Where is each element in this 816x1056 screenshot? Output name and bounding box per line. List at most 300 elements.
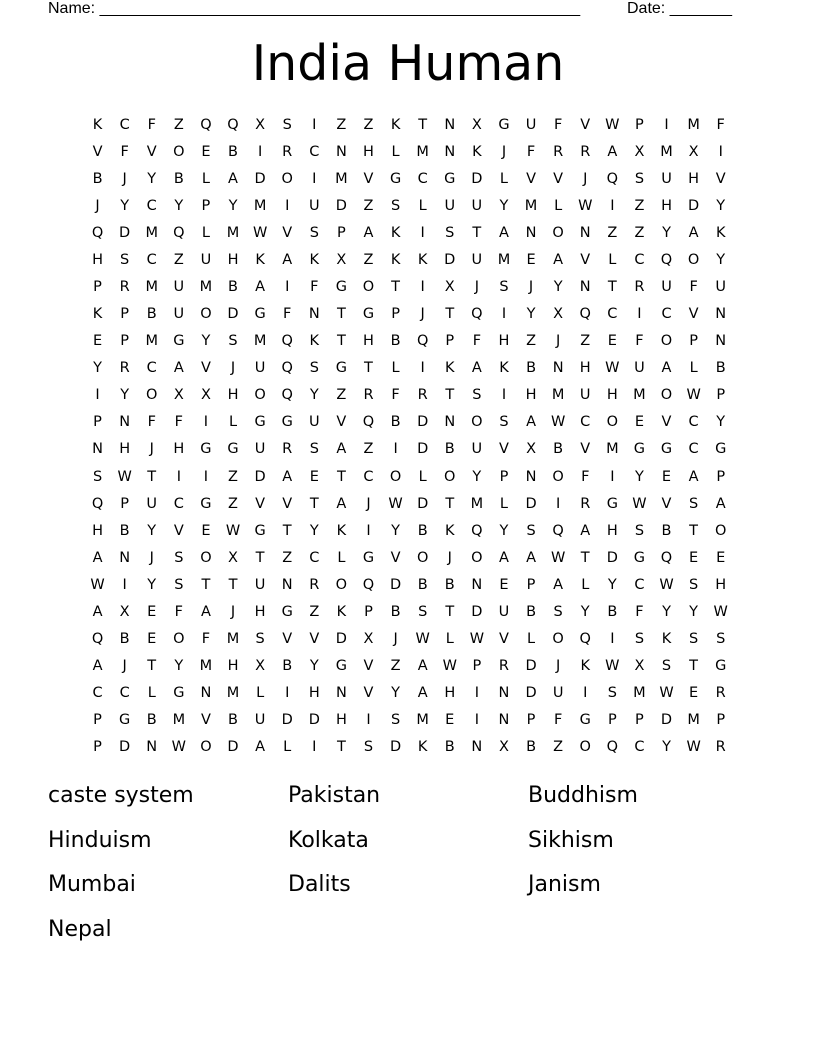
- grid-letter[interactable]: B: [228, 143, 238, 160]
- grid-letter[interactable]: T: [147, 468, 157, 485]
- grid-letter[interactable]: T: [201, 576, 211, 593]
- grid-letter[interactable]: D: [281, 712, 293, 729]
- grid-letter[interactable]: H: [525, 387, 537, 404]
- grid-letter[interactable]: O: [146, 387, 158, 404]
- grid-letter[interactable]: B: [173, 170, 184, 187]
- grid-letter[interactable]: P: [120, 495, 130, 512]
- grid-letter[interactable]: L: [608, 251, 617, 268]
- grid-letter[interactable]: I: [501, 306, 507, 323]
- grid-letter[interactable]: V: [200, 360, 211, 377]
- grid-letter[interactable]: E: [689, 685, 699, 702]
- grid-letter[interactable]: W: [550, 549, 566, 566]
- grid-letter[interactable]: T: [336, 333, 346, 350]
- grid-letter[interactable]: Q: [200, 116, 212, 133]
- grid-letter[interactable]: J: [447, 549, 452, 566]
- grid-letter[interactable]: Y: [174, 197, 184, 214]
- grid-letter[interactable]: Y: [309, 658, 319, 675]
- grid-letter[interactable]: Z: [336, 116, 347, 133]
- grid-letter[interactable]: A: [92, 603, 103, 620]
- grid-letter[interactable]: A: [92, 549, 103, 566]
- grid-letter[interactable]: I: [610, 631, 615, 648]
- grid-letter[interactable]: Q: [606, 739, 619, 756]
- grid-letter[interactable]: S: [499, 279, 509, 295]
- grid-letter[interactable]: Z: [363, 197, 374, 214]
- grid-letter[interactable]: P: [93, 739, 102, 756]
- grid-letter[interactable]: A: [688, 224, 699, 241]
- grid-letter[interactable]: B: [444, 576, 455, 593]
- grid-letter[interactable]: N: [498, 712, 510, 729]
- grid-letter[interactable]: A: [282, 251, 293, 268]
- grid-letter[interactable]: Y: [662, 603, 671, 620]
- grid-letter[interactable]: I: [203, 468, 209, 485]
- grid-letter[interactable]: M: [199, 658, 213, 675]
- grid-letter[interactable]: M: [335, 170, 348, 187]
- grid-letter[interactable]: A: [688, 468, 699, 485]
- grid-letter[interactable]: U: [173, 306, 185, 323]
- grid-letter[interactable]: W: [171, 739, 186, 756]
- grid-letter[interactable]: N: [335, 143, 347, 160]
- grid-letter[interactable]: C: [661, 306, 672, 323]
- grid-letter[interactable]: J: [149, 441, 154, 458]
- grid-letter[interactable]: B: [119, 631, 130, 648]
- grid-letter[interactable]: I: [203, 414, 209, 431]
- grid-letter[interactable]: T: [391, 279, 400, 295]
- grid-letter[interactable]: U: [471, 251, 483, 268]
- grid-letter[interactable]: J: [122, 170, 127, 187]
- grid-letter[interactable]: C: [119, 685, 130, 702]
- grid-letter[interactable]: W: [415, 631, 430, 648]
- grid-letter[interactable]: U: [579, 387, 591, 404]
- grid-letter[interactable]: U: [498, 603, 510, 620]
- grid-letter[interactable]: P: [445, 333, 455, 350]
- grid-letter[interactable]: Z: [634, 197, 645, 214]
- grid-letter[interactable]: N: [525, 468, 537, 485]
- grid-letter[interactable]: B: [390, 414, 401, 431]
- grid-letter[interactable]: S: [255, 631, 265, 648]
- grid-letter[interactable]: N: [498, 685, 510, 702]
- grid-letter[interactable]: N: [200, 685, 212, 702]
- grid-letter[interactable]: H: [363, 333, 374, 350]
- grid-letter[interactable]: G: [715, 441, 727, 458]
- grid-letter[interactable]: K: [336, 603, 347, 620]
- grid-letter[interactable]: N: [715, 306, 727, 323]
- grid-letter[interactable]: K: [255, 251, 265, 268]
- grid-letter[interactable]: K: [580, 658, 590, 675]
- grid-letter[interactable]: Q: [660, 251, 673, 268]
- grid-letter[interactable]: G: [579, 712, 591, 729]
- grid-letter[interactable]: W: [578, 197, 593, 214]
- grid-letter[interactable]: Y: [147, 576, 157, 593]
- grid-letter[interactable]: Z: [173, 116, 184, 133]
- grid-letter[interactable]: Z: [553, 739, 564, 756]
- grid-letter[interactable]: N: [579, 279, 591, 295]
- grid-letter[interactable]: M: [470, 495, 484, 512]
- grid-letter[interactable]: G: [254, 522, 266, 539]
- grid-letter[interactable]: L: [554, 197, 563, 214]
- grid-letter[interactable]: J: [393, 631, 398, 648]
- grid-letter[interactable]: T: [445, 603, 455, 620]
- grid-letter[interactable]: A: [553, 576, 564, 593]
- grid-letter[interactable]: Q: [173, 224, 185, 241]
- grid-letter[interactable]: V: [282, 224, 293, 241]
- grid-letter[interactable]: U: [715, 279, 727, 295]
- grid-letter[interactable]: O: [471, 414, 483, 431]
- grid-letter[interactable]: A: [715, 495, 726, 512]
- grid-letter[interactable]: Q: [660, 549, 673, 566]
- grid-letter[interactable]: N: [444, 414, 456, 431]
- grid-letter[interactable]: G: [498, 116, 510, 133]
- grid-letter[interactable]: K: [92, 116, 103, 133]
- grid-letter[interactable]: A: [255, 739, 266, 756]
- grid-letter[interactable]: T: [364, 360, 373, 377]
- grid-letter[interactable]: E: [526, 251, 536, 268]
- grid-letter[interactable]: G: [660, 441, 673, 458]
- grid-letter[interactable]: V: [200, 712, 211, 729]
- grid-letter[interactable]: Z: [634, 224, 645, 241]
- grid-letter[interactable]: G: [200, 495, 212, 512]
- grid-letter[interactable]: B: [661, 522, 672, 539]
- grid-letter[interactable]: E: [445, 712, 455, 729]
- grid-letter[interactable]: Y: [499, 522, 509, 539]
- grid-letter[interactable]: B: [526, 360, 537, 377]
- grid-letter[interactable]: L: [418, 468, 427, 485]
- grid-letter[interactable]: A: [661, 360, 672, 377]
- grid-letter[interactable]: U: [661, 279, 672, 295]
- grid-letter[interactable]: G: [444, 170, 456, 187]
- grid-letter[interactable]: K: [445, 522, 455, 539]
- grid-letter[interactable]: Z: [390, 658, 401, 675]
- grid-letter[interactable]: R: [634, 279, 645, 295]
- grid-letter[interactable]: K: [309, 333, 320, 350]
- grid-letter[interactable]: Y: [716, 414, 726, 431]
- grid-letter[interactable]: B: [444, 441, 455, 458]
- grid-letter[interactable]: I: [257, 143, 263, 160]
- grid-letter[interactable]: A: [92, 658, 103, 675]
- grid-letter[interactable]: P: [499, 468, 509, 485]
- grid-letter[interactable]: J: [474, 279, 479, 295]
- grid-letter[interactable]: G: [362, 306, 375, 323]
- grid-letter[interactable]: E: [499, 576, 509, 593]
- grid-letter[interactable]: B: [417, 522, 428, 539]
- grid-letter[interactable]: W: [442, 658, 457, 675]
- grid-letter[interactable]: H: [579, 360, 591, 377]
- grid-letter[interactable]: I: [122, 576, 127, 593]
- grid-letter[interactable]: F: [120, 143, 129, 160]
- grid-letter[interactable]: B: [228, 279, 238, 295]
- grid-letter[interactable]: A: [498, 224, 509, 241]
- grid-letter[interactable]: K: [499, 360, 509, 377]
- grid-letter[interactable]: C: [146, 197, 157, 214]
- grid-letter[interactable]: C: [417, 170, 428, 187]
- grid-letter[interactable]: X: [336, 251, 347, 268]
- grid-letter[interactable]: M: [606, 441, 619, 458]
- grid-letter[interactable]: S: [309, 441, 319, 458]
- grid-letter[interactable]: D: [335, 197, 347, 214]
- grid-letter[interactable]: C: [173, 495, 184, 512]
- grid-letter[interactable]: H: [254, 603, 266, 620]
- grid-letter[interactable]: J: [556, 333, 561, 350]
- grid-letter[interactable]: S: [418, 603, 428, 620]
- grid-letter[interactable]: O: [687, 251, 700, 268]
- name-field[interactable]: Name: ______________________________________________________: [48, 0, 581, 17]
- grid-letter[interactable]: C: [92, 685, 103, 702]
- grid-letter[interactable]: Y: [309, 387, 319, 404]
- grid-letter[interactable]: V: [336, 414, 347, 431]
- grid-letter[interactable]: H: [227, 251, 239, 268]
- grid-letter[interactable]: A: [173, 360, 184, 377]
- grid-letter[interactable]: V: [661, 495, 672, 512]
- grid-letter[interactable]: U: [200, 251, 212, 268]
- grid-letter[interactable]: B: [92, 170, 103, 187]
- grid-letter[interactable]: P: [716, 712, 726, 729]
- grid-letter[interactable]: V: [580, 116, 591, 133]
- grid-letter[interactable]: A: [553, 251, 564, 268]
- grid-letter[interactable]: V: [498, 631, 509, 648]
- grid-letter[interactable]: M: [145, 224, 158, 241]
- grid-letter[interactable]: E: [607, 333, 617, 350]
- grid-letter[interactable]: S: [390, 712, 401, 729]
- grid-letter[interactable]: G: [254, 306, 266, 323]
- grid-letter[interactable]: V: [580, 441, 591, 458]
- grid-letter[interactable]: A: [417, 658, 428, 675]
- grid-letter[interactable]: U: [254, 360, 266, 377]
- grid-letter[interactable]: A: [363, 224, 374, 241]
- grid-letter[interactable]: D: [389, 576, 402, 593]
- grid-letter[interactable]: K: [661, 631, 672, 648]
- grid-letter[interactable]: T: [580, 549, 590, 566]
- grid-letter[interactable]: V: [92, 143, 103, 160]
- grid-letter[interactable]: I: [501, 387, 507, 404]
- grid-letter[interactable]: A: [336, 441, 347, 458]
- grid-letter[interactable]: D: [335, 631, 347, 648]
- grid-letter[interactable]: U: [552, 685, 564, 702]
- grid-letter[interactable]: J: [122, 658, 127, 675]
- grid-letter[interactable]: J: [420, 306, 425, 323]
- grid-letter[interactable]: A: [580, 522, 591, 539]
- grid-letter[interactable]: O: [173, 143, 185, 160]
- grid-letter[interactable]: W: [686, 739, 701, 756]
- grid-letter[interactable]: G: [362, 549, 375, 566]
- grid-letter[interactable]: D: [471, 170, 483, 187]
- grid-letter[interactable]: P: [337, 224, 346, 241]
- grid-letter[interactable]: Y: [120, 197, 130, 214]
- grid-letter[interactable]: S: [309, 360, 319, 377]
- grid-letter[interactable]: M: [687, 712, 700, 729]
- grid-letter[interactable]: K: [472, 143, 482, 160]
- grid-letter[interactable]: E: [689, 549, 699, 566]
- grid-letter[interactable]: V: [688, 306, 699, 323]
- grid-letter[interactable]: A: [607, 143, 618, 160]
- grid-letter[interactable]: O: [471, 549, 483, 566]
- grid-letter[interactable]: S: [92, 468, 103, 485]
- grid-letter[interactable]: B: [526, 603, 537, 620]
- grid-letter[interactable]: I: [366, 522, 371, 539]
- grid-letter[interactable]: V: [309, 631, 320, 648]
- grid-letter[interactable]: M: [226, 224, 240, 241]
- grid-letter[interactable]: I: [420, 279, 425, 295]
- grid-letter[interactable]: V: [661, 414, 672, 431]
- grid-letter[interactable]: M: [226, 631, 240, 648]
- grid-letter[interactable]: S: [689, 495, 699, 512]
- grid-letter[interactable]: M: [497, 251, 511, 268]
- grid-letter[interactable]: S: [689, 631, 699, 648]
- grid-letter[interactable]: X: [498, 739, 509, 756]
- grid-letter[interactable]: Y: [147, 522, 157, 539]
- grid-letter[interactable]: Z: [526, 333, 537, 350]
- grid-letter[interactable]: I: [420, 224, 425, 241]
- grid-letter[interactable]: X: [200, 387, 211, 404]
- grid-letter[interactable]: G: [606, 495, 618, 512]
- grid-letter[interactable]: H: [92, 251, 103, 268]
- grid-letter[interactable]: P: [120, 333, 130, 350]
- grid-letter[interactable]: Q: [281, 387, 293, 404]
- grid-letter[interactable]: P: [93, 414, 102, 431]
- grid-letter[interactable]: O: [173, 631, 185, 648]
- grid-letter[interactable]: Z: [363, 116, 374, 133]
- grid-letter[interactable]: Y: [716, 197, 726, 214]
- grid-letter[interactable]: Z: [580, 333, 591, 350]
- grid-letter[interactable]: J: [149, 549, 154, 566]
- grid-letter[interactable]: M: [416, 712, 429, 729]
- grid-letter[interactable]: I: [474, 712, 479, 729]
- grid-letter[interactable]: L: [256, 685, 265, 702]
- grid-letter[interactable]: L: [391, 143, 400, 160]
- grid-letter[interactable]: R: [282, 143, 293, 160]
- grid-letter[interactable]: U: [308, 197, 320, 214]
- grid-letter[interactable]: V: [553, 170, 564, 187]
- grid-letter[interactable]: Z: [228, 495, 238, 512]
- grid-letter[interactable]: Q: [362, 414, 375, 431]
- grid-letter[interactable]: M: [145, 333, 158, 350]
- grid-letter[interactable]: X: [553, 306, 564, 323]
- grid-letter[interactable]: Q: [552, 522, 564, 539]
- grid-letter[interactable]: D: [227, 739, 239, 756]
- grid-letter[interactable]: N: [119, 549, 131, 566]
- grid-letter[interactable]: Q: [91, 495, 104, 512]
- grid-letter[interactable]: O: [362, 279, 375, 295]
- grid-letter[interactable]: N: [308, 306, 320, 323]
- grid-letter[interactable]: Y: [499, 197, 509, 214]
- grid-letter[interactable]: J: [95, 197, 100, 214]
- grid-letter[interactable]: O: [254, 387, 266, 404]
- grid-letter[interactable]: Q: [281, 333, 293, 350]
- grid-letter[interactable]: B: [282, 658, 293, 675]
- grid-letter[interactable]: I: [366, 712, 371, 729]
- grid-letter[interactable]: D: [119, 224, 131, 241]
- grid-letter[interactable]: D: [471, 603, 483, 620]
- grid-letter[interactable]: D: [525, 495, 537, 512]
- grid-letter[interactable]: F: [635, 333, 644, 350]
- grid-letter[interactable]: B: [553, 441, 564, 458]
- grid-letter[interactable]: K: [336, 522, 347, 539]
- grid-letter[interactable]: D: [417, 441, 429, 458]
- grid-letter[interactable]: X: [471, 116, 482, 133]
- grid-letter[interactable]: S: [282, 116, 292, 133]
- grid-letter[interactable]: N: [92, 441, 103, 458]
- grid-letter[interactable]: T: [309, 495, 319, 512]
- grid-letter[interactable]: X: [526, 441, 537, 458]
- grid-letter[interactable]: T: [255, 549, 265, 566]
- grid-letter[interactable]: S: [363, 739, 374, 756]
- grid-letter[interactable]: O: [579, 739, 591, 756]
- grid-letter[interactable]: G: [227, 441, 239, 458]
- grid-letter[interactable]: Y: [716, 251, 726, 268]
- grid-letter[interactable]: K: [715, 224, 726, 241]
- grid-letter[interactable]: S: [634, 170, 645, 187]
- grid-letter[interactable]: R: [282, 441, 293, 458]
- grid-letter[interactable]: I: [583, 685, 588, 702]
- grid-letter[interactable]: A: [471, 360, 482, 377]
- grid-letter[interactable]: W: [550, 414, 566, 431]
- grid-letter[interactable]: P: [716, 468, 726, 485]
- grid-letter[interactable]: D: [688, 197, 700, 214]
- grid-letter[interactable]: E: [201, 143, 211, 160]
- grid-letter[interactable]: P: [93, 279, 102, 295]
- grid-letter[interactable]: A: [498, 549, 509, 566]
- grid-letter[interactable]: G: [335, 279, 348, 295]
- grid-letter[interactable]: L: [445, 631, 454, 648]
- grid-letter[interactable]: M: [416, 143, 429, 160]
- grid-letter[interactable]: K: [309, 251, 320, 268]
- grid-letter[interactable]: G: [335, 658, 348, 675]
- grid-letter[interactable]: P: [364, 603, 373, 620]
- grid-letter[interactable]: Z: [363, 441, 374, 458]
- grid-letter[interactable]: R: [119, 279, 130, 295]
- grid-letter[interactable]: Q: [606, 170, 619, 187]
- grid-letter[interactable]: L: [391, 360, 400, 377]
- grid-letter[interactable]: R: [363, 387, 374, 404]
- grid-letter[interactable]: D: [119, 739, 131, 756]
- grid-letter[interactable]: Z: [282, 549, 293, 566]
- grid-letter[interactable]: X: [255, 116, 266, 133]
- grid-letter[interactable]: B: [119, 522, 130, 539]
- grid-letter[interactable]: W: [225, 522, 241, 539]
- grid-letter[interactable]: E: [661, 468, 672, 485]
- grid-letter[interactable]: V: [580, 251, 591, 268]
- grid-letter[interactable]: O: [660, 333, 673, 350]
- grid-letter[interactable]: I: [610, 197, 615, 214]
- grid-letter[interactable]: D: [227, 306, 239, 323]
- grid-letter[interactable]: P: [391, 306, 400, 323]
- grid-letter[interactable]: L: [201, 224, 210, 241]
- grid-letter[interactable]: Q: [227, 116, 239, 133]
- grid-letter[interactable]: C: [634, 739, 645, 756]
- grid-letter[interactable]: A: [336, 495, 347, 512]
- grid-letter[interactable]: K: [390, 251, 401, 268]
- grid-letter[interactable]: C: [309, 143, 320, 160]
- grid-letter[interactable]: V: [282, 495, 293, 512]
- grid-letter[interactable]: T: [607, 279, 617, 295]
- grid-letter[interactable]: O: [416, 549, 429, 566]
- grid-letter[interactable]: S: [499, 414, 509, 431]
- grid-letter[interactable]: W: [632, 495, 647, 512]
- grid-letter[interactable]: E: [92, 333, 103, 350]
- grid-letter[interactable]: L: [527, 631, 536, 648]
- grid-letter[interactable]: M: [687, 116, 700, 133]
- grid-letter[interactable]: N: [281, 576, 293, 593]
- grid-letter[interactable]: T: [147, 658, 157, 675]
- grid-letter[interactable]: T: [445, 306, 455, 323]
- grid-letter[interactable]: A: [255, 279, 266, 295]
- grid-letter[interactable]: N: [335, 685, 347, 702]
- grid-letter[interactable]: V: [498, 441, 509, 458]
- grid-letter[interactable]: E: [147, 631, 157, 648]
- grid-letter[interactable]: L: [499, 495, 508, 512]
- grid-letter[interactable]: U: [254, 712, 266, 729]
- grid-letter[interactable]: S: [390, 197, 401, 214]
- grid-letter[interactable]: N: [552, 360, 564, 377]
- grid-letter[interactable]: L: [228, 414, 238, 431]
